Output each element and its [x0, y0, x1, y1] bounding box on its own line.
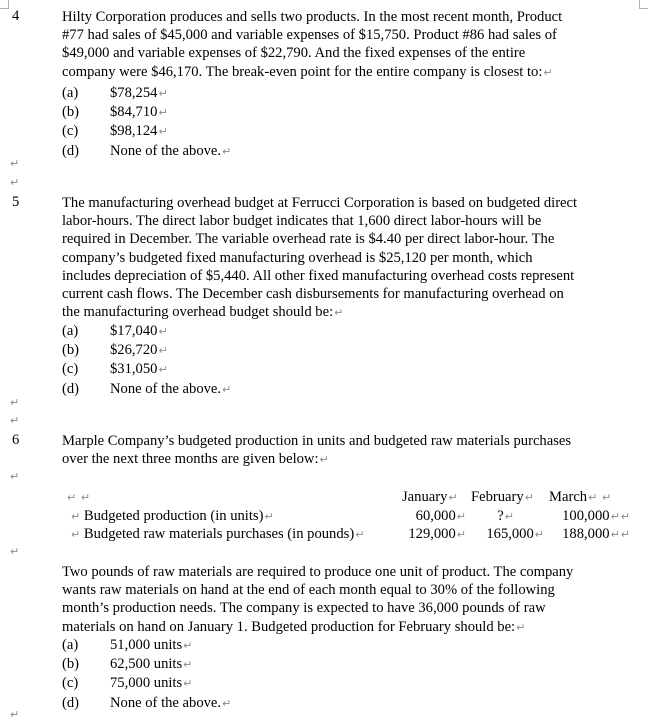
paragraph-mark-icon: ↵ — [10, 414, 20, 427]
table-cell: 129,000↵ — [408, 526, 466, 542]
question-6-options — [62, 636, 231, 713]
cell-mark-icon: ↵ — [71, 510, 81, 523]
paragraph-mark-icon: ↵ — [183, 639, 193, 652]
question-6-text-2 — [62, 563, 642, 637]
text-line: wants raw materials on hand at the end of each month equal to 30% of the following — [62, 582, 555, 599]
cell-mark-icon: ↵ — [456, 528, 466, 541]
cell-mark-icon: ↵ — [448, 491, 458, 504]
text-line: company were $46,170. The break-even point for the entire company is closest to:↵ — [62, 63, 553, 80]
paragraph-mark-icon: ↵ — [183, 677, 193, 691]
table-header-march: March↵ ↵ — [549, 489, 612, 505]
table-row-label: ↵ Budgeted raw materials purchases (in pounds)↵ — [71, 526, 365, 542]
text-line: labor-hours. The direct labor budget indicates that 1,600 direct labor-hours will be — [62, 213, 542, 230]
cell-mark-icon: ↵ — [534, 528, 544, 541]
text-line: Hilty Corporation produces and sells two products. In the most recent month, Product — [62, 9, 563, 25]
paragraph-mark-icon: ↵ — [158, 344, 168, 358]
paragraph-mark-icon: ↵ — [10, 176, 20, 189]
paragraph-mark-icon: ↵ — [334, 306, 344, 320]
paragraph-mark-icon: ↵ — [543, 65, 553, 79]
paragraph-mark-icon: ↵ — [158, 87, 168, 100]
cell-mark-icon: ↵ — [67, 491, 77, 504]
cell-mark-icon: ↵ — [504, 510, 514, 523]
option-c: (c) $98,124↵ — [62, 123, 168, 140]
text-line: Two pounds of raw materials are required to produce one unit of product. The company — [62, 564, 574, 580]
paragraph-mark-icon: ↵ — [222, 696, 232, 710]
text-line: $49,000 and variable expenses of $22,790. And the fixed expenses of the entire — [62, 45, 526, 62]
text-line: company’s budgeted fixed manufacturing overhead is $25,120 per month, which — [62, 249, 533, 266]
cell-mark-icon: ↵ — [610, 528, 620, 541]
option-a: (a) $17,040↵ — [62, 323, 168, 339]
cell-mark-icon: ↵ — [456, 510, 466, 523]
table-header-january: January↵ — [402, 489, 458, 505]
paragraph-mark-icon: ↵ — [10, 470, 20, 483]
paragraph-mark-icon: ↵ — [158, 325, 168, 338]
cell-mark-icon: ↵ — [524, 491, 534, 504]
option-d: (d) None of the above.↵ — [62, 142, 232, 159]
paragraph-mark-icon: ↵ — [222, 382, 232, 396]
question-number-4: 4 — [12, 8, 20, 24]
row-end-mark-icon: ↵ — [620, 510, 630, 523]
table-cell: 165,000↵ — [486, 526, 544, 542]
text-line: month’s production needs. The company is expected to have 36,000 pounds of raw — [62, 600, 546, 617]
row-end-mark-icon: ↵ — [620, 528, 630, 541]
cell-mark-icon: ↵ — [610, 510, 620, 523]
paragraph-mark-icon: ↵ — [319, 453, 329, 467]
question-6-text — [62, 432, 642, 469]
paragraph-mark-icon: ↵ — [10, 157, 20, 170]
question-number-5: 5 — [12, 194, 20, 210]
table-cell: 100,000↵↵ — [562, 508, 630, 524]
table-row-label: ↵ Budgeted production (in units)↵ — [71, 508, 274, 524]
paragraph-mark-icon: ↵ — [10, 708, 20, 721]
table-cell: ?↵ — [497, 508, 514, 524]
option-b: (b) 62,500 units↵ — [62, 656, 193, 673]
paragraph-mark-icon: ↵ — [222, 144, 232, 158]
cell-mark-icon: ↵ — [71, 528, 81, 541]
text-line: materials on hand on January 1. Budgeted production for February should be:↵ — [62, 618, 526, 635]
paragraph-mark-icon: ↵ — [10, 545, 20, 558]
option-b: (b) $84,710↵ — [62, 104, 168, 121]
text-line: the manufacturing overhead budget should be:↵ — [62, 304, 344, 321]
cell-mark-icon: ↵ — [588, 491, 598, 504]
question-4-options — [62, 84, 231, 161]
table-cell: 188,000↵↵ — [562, 526, 630, 542]
paragraph-mark-icon: ↵ — [10, 396, 20, 409]
text-line: required in December. The variable overhead rate is $4.40 per direct labor-hour. The — [62, 231, 555, 248]
cell-mark-icon: ↵ — [80, 491, 91, 504]
paragraph-mark-icon: ↵ — [158, 363, 168, 377]
table-cell: 60,000↵ — [415, 508, 466, 524]
text-line: Marple Company’s budgeted production in units and budgeted raw materials purchases — [62, 433, 572, 449]
option-b: (b) $26,720↵ — [62, 342, 168, 359]
option-a: (a) $78,254↵ — [62, 85, 168, 101]
text-line: includes depreciation of $5,440. All other fixed manufacturing overhead costs represent — [62, 267, 575, 284]
table-header-february: February↵ — [471, 489, 534, 505]
question-5-text — [62, 194, 642, 322]
text-line: #77 had sales of $45,000 and variable expenses of $15,750. Product #86 had sales of — [62, 27, 557, 44]
question-number-6: 6 — [12, 432, 20, 448]
option-c: (c) 75,000 units↵ — [62, 675, 193, 692]
option-c: (c) $31,050↵ — [62, 361, 168, 378]
paragraph-mark-icon: ↵ — [183, 658, 193, 672]
paragraph-mark-icon: ↵ — [158, 106, 168, 120]
cell-mark-icon: ↵ — [264, 510, 274, 523]
table-header-empty-cell — [66, 488, 90, 507]
option-a: (a) 51,000 units↵ — [62, 637, 193, 653]
page-corner-mark-left — [0, 0, 9, 9]
cell-mark-icon: ↵ — [355, 528, 365, 541]
question-5-options — [62, 322, 231, 399]
row-end-mark-icon: ↵ — [601, 491, 612, 504]
paragraph-mark-icon: ↵ — [158, 125, 168, 139]
text-line: over the next three months are given below:↵ — [62, 451, 329, 468]
paragraph-mark-icon: ↵ — [516, 620, 526, 634]
text-line: current cash flows. The December cash disbursements for manufacturing overhead on — [62, 286, 564, 303]
text-line: The manufacturing overhead budget at Ferrucci Corporation is based on budgeted direct — [62, 195, 578, 211]
option-d: (d) None of the above.↵ — [62, 380, 232, 397]
question-4-text — [62, 8, 642, 82]
option-d: (d) None of the above.↵ — [62, 694, 232, 711]
